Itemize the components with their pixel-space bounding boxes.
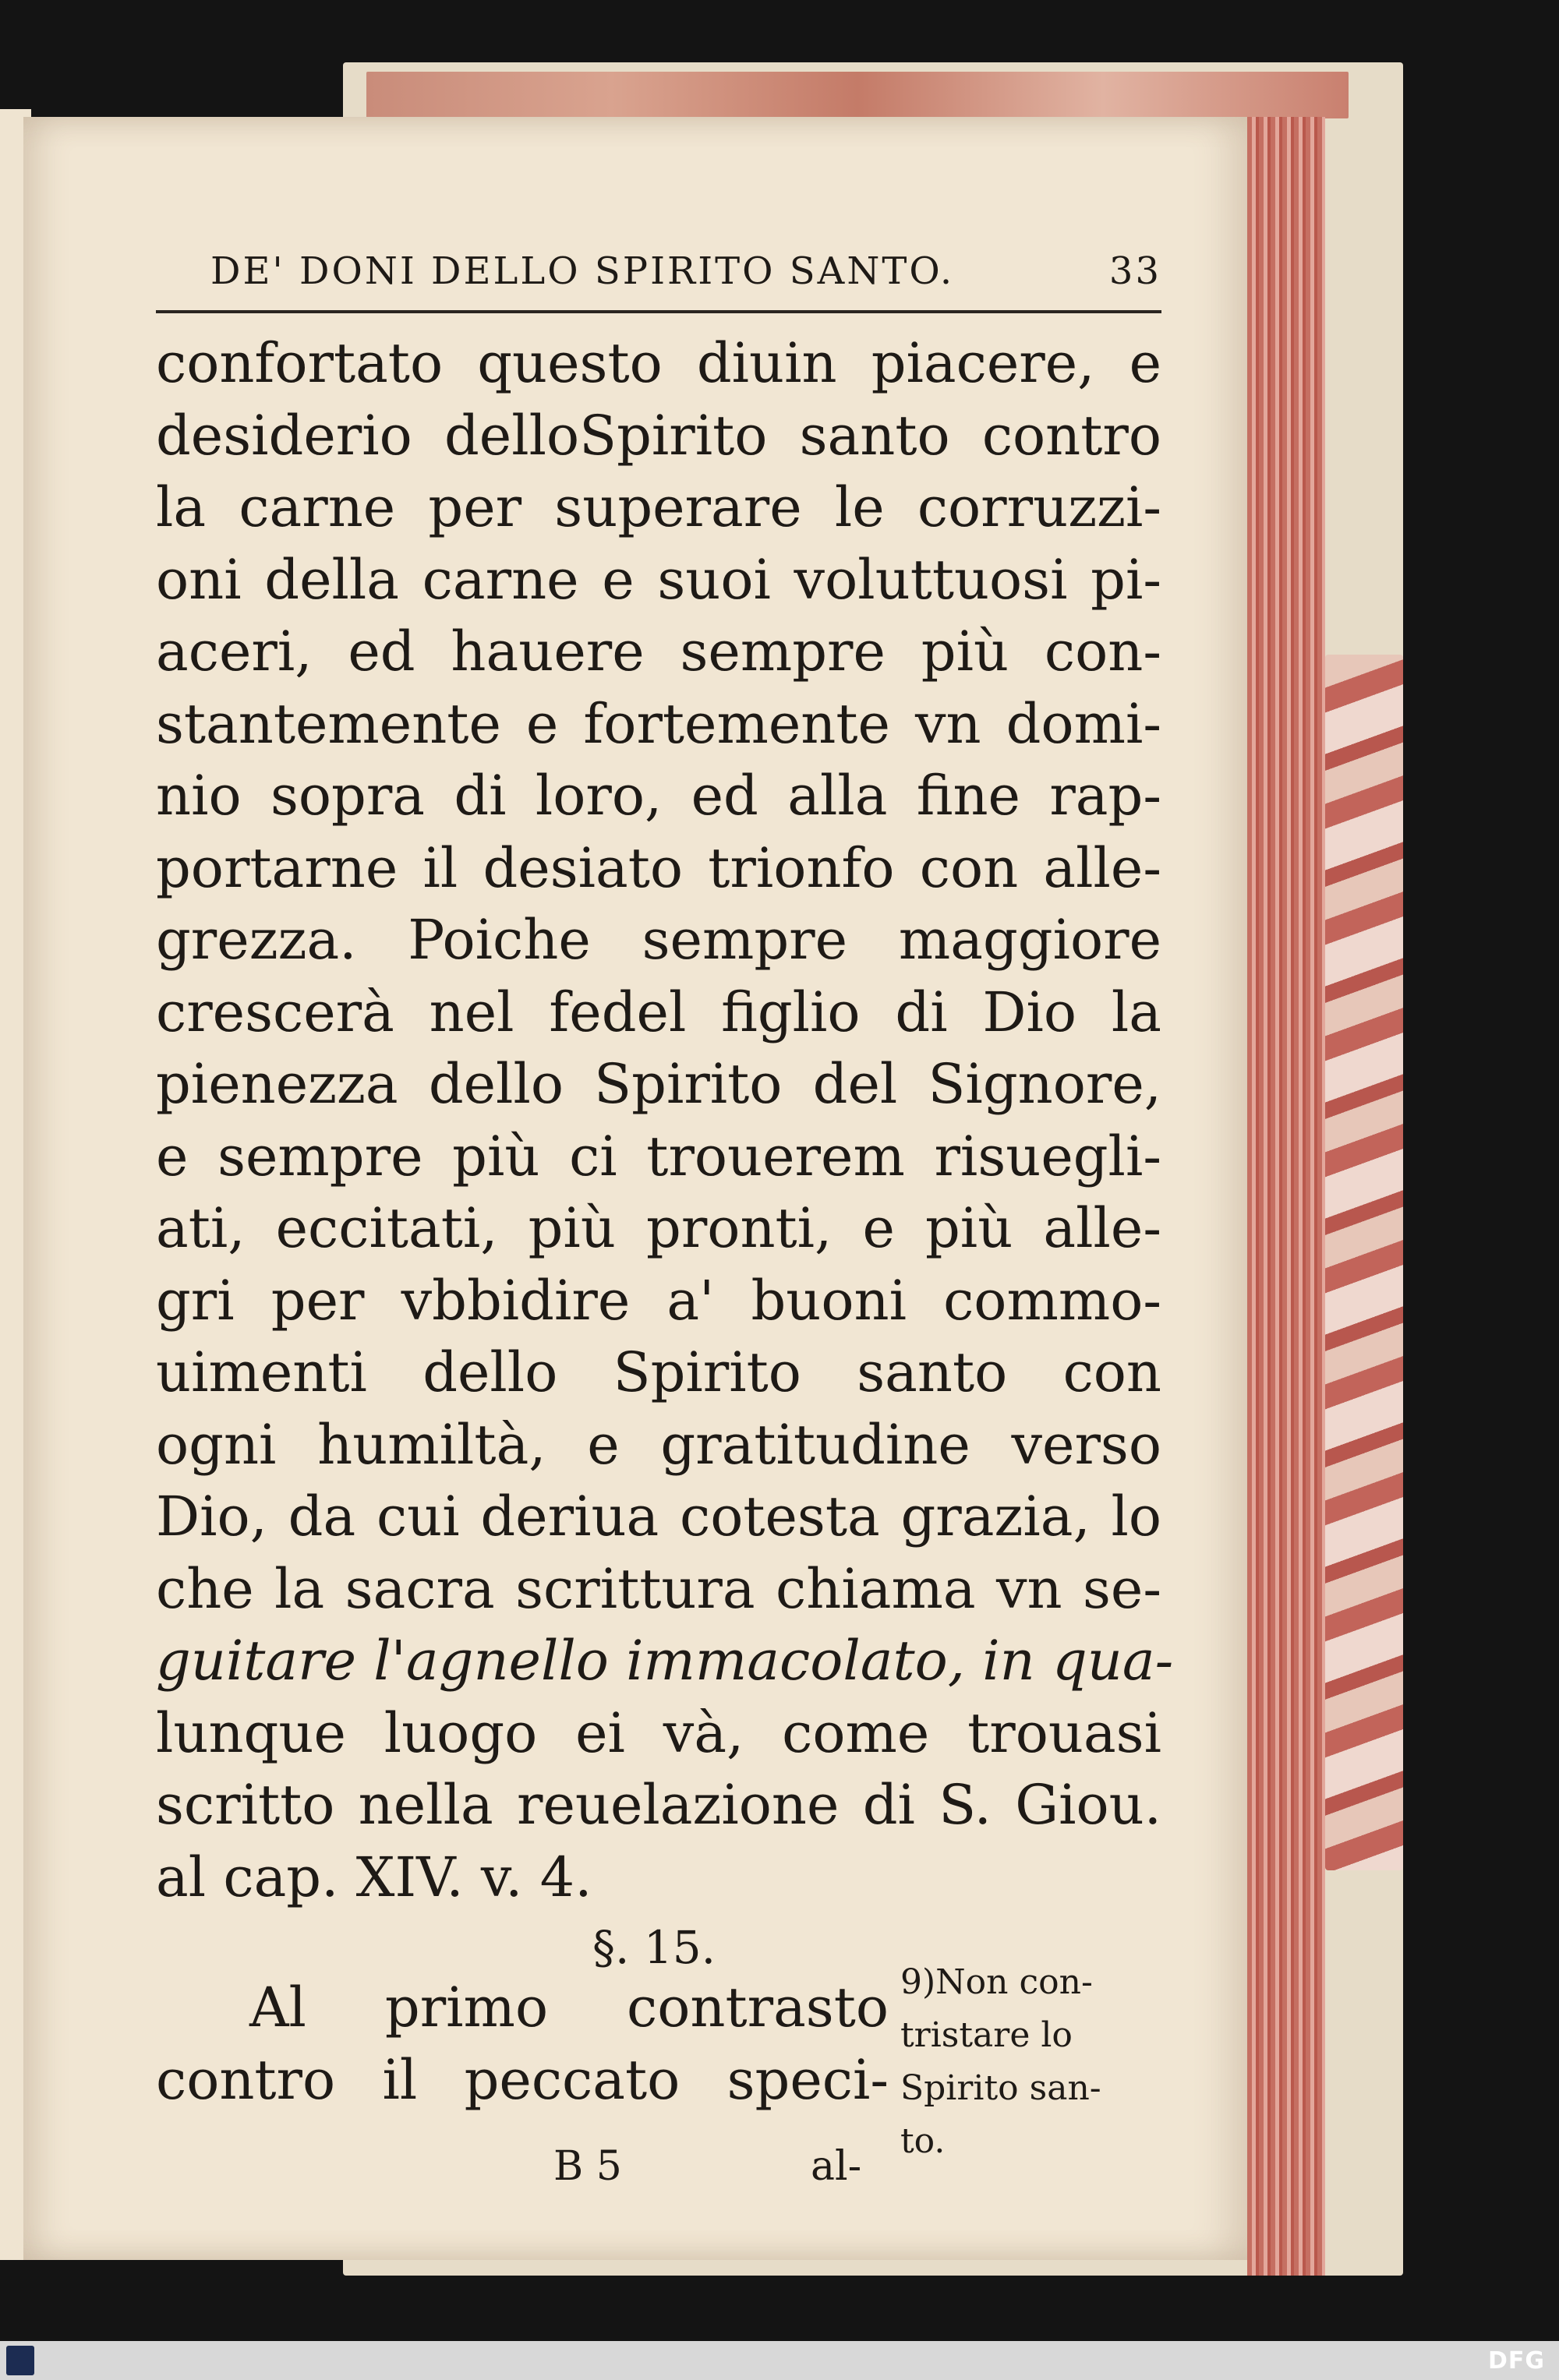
text-line: confortato questo diuin piacere, e bbox=[156, 331, 1161, 395]
page-footer bbox=[156, 2128, 1161, 2198]
text-line: aceri, ed hauere sempre più con- bbox=[156, 620, 1161, 683]
margin-note-line: Spirito san- bbox=[900, 2068, 1101, 2108]
paragraph-start bbox=[156, 1972, 889, 2116]
catchword: al- bbox=[811, 2143, 862, 2190]
text-line: gri per vbbidire a' buoni commo- bbox=[156, 1268, 1161, 1333]
body-text bbox=[156, 327, 1174, 1913]
margin-note-line: to. bbox=[900, 2121, 946, 2161]
text-line: Al primo contrasto bbox=[249, 1976, 889, 2039]
signature-mark: B 5 bbox=[553, 2143, 622, 2190]
text-line: la carne per superare le corruzzi- bbox=[156, 475, 1161, 539]
marbled-endpaper bbox=[1325, 655, 1403, 1870]
text-line: oni della carne e suoi voluttuosi pi- bbox=[156, 547, 1161, 612]
text-line: crescerà nel fedel figlio di Dio la bbox=[156, 980, 1161, 1044]
book-page bbox=[23, 117, 1247, 2260]
text-line: lunque luogo ei và, come trouasi bbox=[156, 1700, 1161, 1765]
margin-note-line: 9)Non con- bbox=[900, 1962, 1093, 2002]
dfg-logo: DFG bbox=[1487, 2347, 1545, 2375]
text-line: contro il peccato speci- bbox=[156, 2047, 889, 2112]
footer-bar bbox=[0, 2341, 1559, 2380]
text-line: ati, eccitati, più pronti, e più alle- bbox=[156, 1196, 1161, 1260]
text-line: scritto nella reuelazione di S. Giou. bbox=[156, 1773, 1161, 1837]
page-text bbox=[156, 249, 1174, 2190]
text-line: uimenti dello Spirito santo con bbox=[156, 1340, 1161, 1404]
text-line: nio sopra di loro, ed alla fine rap- bbox=[156, 764, 1161, 828]
text-line: portarne il desiato trionfo con alle- bbox=[156, 835, 1161, 900]
text-line: al cap. XIV. v. 4. bbox=[156, 1845, 592, 1909]
text-line: ogni humiltà, e gratitudine verso bbox=[156, 1412, 1161, 1477]
cover-top-edge bbox=[366, 72, 1349, 118]
text-line: stantemente e fortemente vn domi- bbox=[156, 691, 1161, 756]
text-line: e sempre più ci trouerem risuegli- bbox=[156, 1124, 1161, 1188]
running-header bbox=[156, 249, 1161, 313]
page-number: 33 bbox=[1108, 249, 1161, 293]
page-fore-edge bbox=[1247, 117, 1325, 2276]
section-number: §. 15. bbox=[592, 1921, 716, 1974]
text-line: Dio, da cui deriua cotesta grazia, lo bbox=[156, 1485, 1161, 1548]
text-line: che la sacra scrittura chiama vn se- bbox=[156, 1556, 1161, 1621]
margin-note-line: tristare lo bbox=[900, 2015, 1073, 2055]
text-line: guitare l'agnello immacolato, in qua- bbox=[156, 1629, 1174, 1693]
library-logo-icon bbox=[6, 2346, 34, 2375]
book bbox=[0, 62, 1426, 2276]
text-line: desiderio delloSpirito santo contro bbox=[156, 403, 1161, 468]
text-line: grezza. Poiche sempre maggiore bbox=[156, 908, 1161, 972]
text-line: pienezza dello Spirito del Signore, bbox=[156, 1052, 1161, 1116]
running-title: DE' DONI DELLO SPIRITO SANTO. bbox=[210, 249, 955, 293]
